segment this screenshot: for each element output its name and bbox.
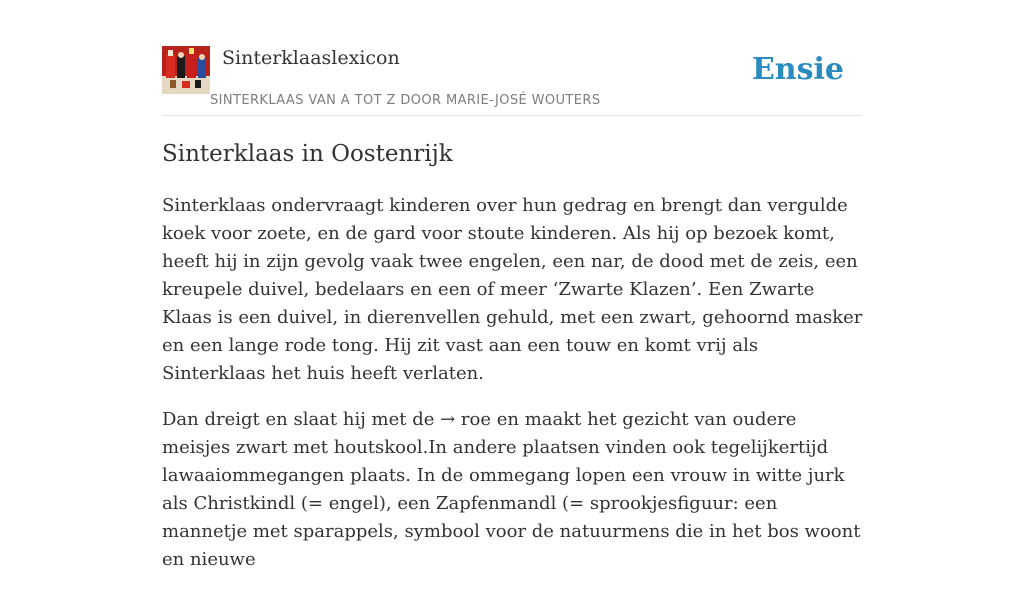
site-logo-avatar[interactable] — [162, 46, 210, 94]
article-title: Sinterklaas in Oostenrijk — [162, 141, 453, 167]
site-name[interactable]: Sinterklaaslexicon — [222, 47, 400, 69]
reference-link-roe[interactable]: → roe — [440, 409, 492, 430]
brand-logo-link[interactable]: Ensie — [751, 52, 844, 87]
site-header — [162, 46, 862, 116]
article-paragraph: Sinterklaas ondervraagt kinderen over hun gedrag en brengt dan vergulde koek voor zoete, en de gard voor stoute kinderen. Als hij op bezoek komt, heeft hij in zijn gevolg vaak twee engelen, een nar, de dood met de zeis, een kreupele duivel, bedelaars en een of meer ‘Zwarte Klazen’. Een Zwarte Klaas is een duivel, in dierenvellen gehuld, met een zwart, gehoornd masker en een lange rode tong. Hij zit vast aan een touw en komt vrij als Sinterklaas het huis heeft verlaten. — [162, 195, 863, 384]
paragraph-text: Dan dreigt en slaat hij met de — [162, 409, 441, 430]
avatar-image — [162, 46, 210, 94]
article-paragraph — [162, 406, 867, 574]
site-subtitle: SINTERKLAAS VAN A TOT Z DOOR MARIE-JOSÉ WOUTERS — [210, 93, 601, 108]
article-body — [162, 192, 867, 592]
paragraph-text: en maakt het gezicht van oudere meisjes zwart met houtskool.In andere plaatsen vinden ook tegelijkertijd lawaaiommegangen plaats. In de ommegang lopen een vrouw in witte jurk als Christkindl (= engel), een Zapfenmandl (= sprookjesfiguur: een mannetje met sparappels, symbool voor de natuurmens die in het bos woont en nieuwe — [162, 409, 861, 570]
